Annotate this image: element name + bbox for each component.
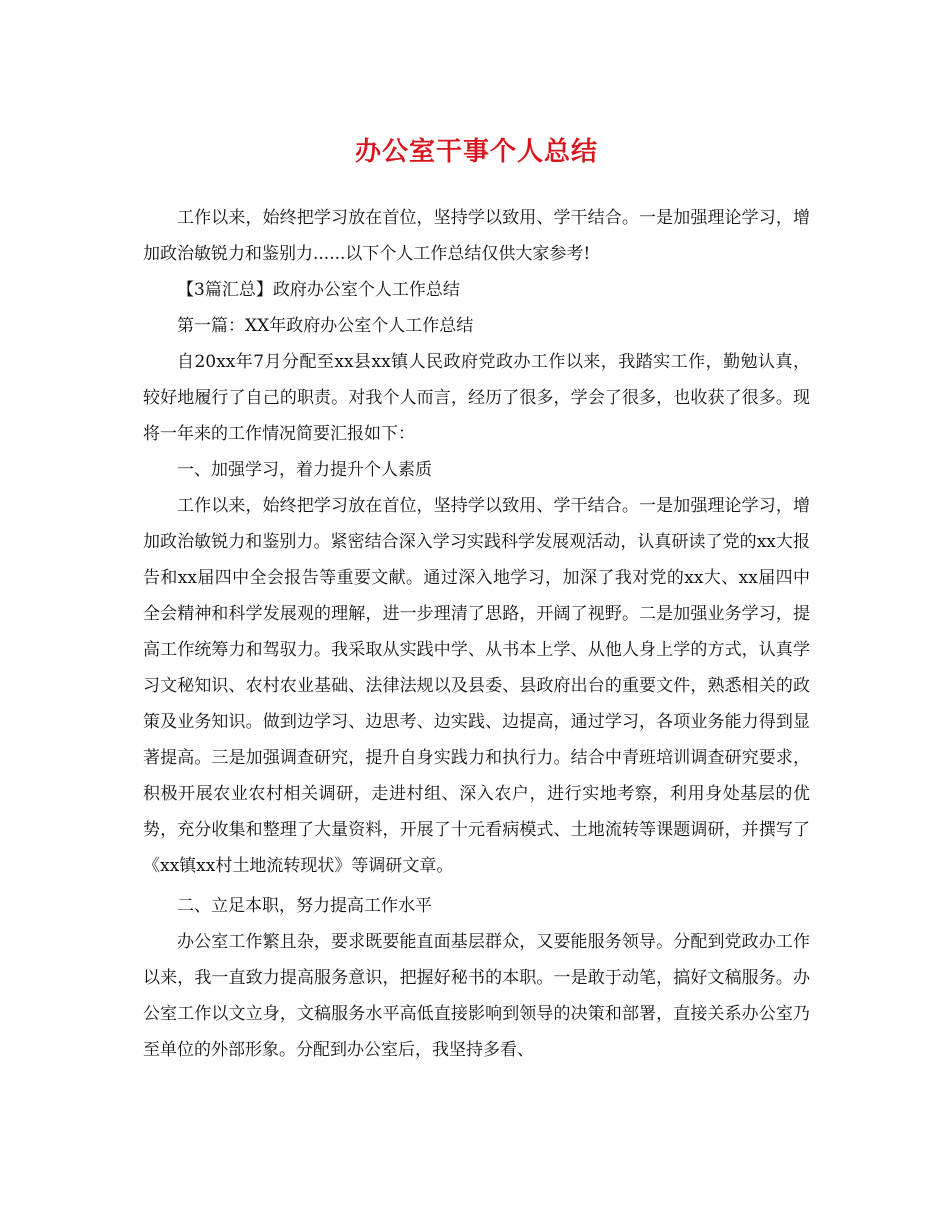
paragraph-part-one-heading: 第一篇：XX年政府办公室个人工作总结 <box>177 316 474 336</box>
document-body <box>143 200 810 1068</box>
paragraph-intro: 工作以来，始终把学习放在首位，坚持学以致用、学干结合。一是加强理论学习，增加政治敏锐力和鉴别力......以下个人工作总结仅供大家参考! <box>143 208 810 264</box>
section-heading-learning: 一、加强学习，着力提升个人素质 <box>177 460 432 480</box>
paragraph-learning: 工作以来，始终把学习放在首位，坚持学以致用、学干结合。一是加强理论学习，增加政治敏锐力和鉴别力。紧密结合深入学习实践科学发展观活动，认真研读了党的xx大报告和xx届四中全会报告等重要文献。通过深入地学习，加深了我对党的xx大、xx届四中全会精神和科学发展观的理解，进一步理清了思路，开阔了视野。二是加强业务学习，提高工作统筹力和驾驭力。我采取从实践中学、从书本上学、从他人身上学的方式，认真学习文秘知识、农村农业基础、法律法规以及县委、县政府出台的重要文件，熟悉相关的政策及业务知识。做到边学习、边思考、边实践、边提高，通过学习，各项业务能力得到显著提高。三是加强调查研究，提升自身实践力和执行力。结合中青班培训调查研究要求，积极开展农业农村相关调研，走进村组、深入农户，进行实地考察，利用身处基层的优势，充分收集和整理了大量资料，开展了十元看病模式、土地流转等课题调研，并撰写了《xx镇xx村土地流转现状》等调研文章。 <box>143 496 810 876</box>
section-heading-duty: 二、立足本职，努力提高工作水平 <box>177 896 432 916</box>
paragraph-duty: 办公室工作繁且杂，要求既要能直面基层群众，又要能服务领导。分配到党政办工作以来，我一直致力提高服务意识，把握好秘书的本职。一是敢于动笔，搞好文稿服务。办公室工作以文立身，文稿服务水平高低直接影响到领导的决策和部署，直接关系办公室乃至单位的外部形象。分配到办公室后，我坚持多看、 <box>143 932 810 1060</box>
document-title: 办公室干事个人总结 <box>354 137 598 167</box>
paragraph-opening: 自20xx年7月分配至xx县xx镇人民政府党政办工作以来，我踏实工作，勤勉认真，较好地履行了自己的职责。对我个人而言，经历了很多，学会了很多，也收获了很多。现将一年来的工作情况简要汇报如下： <box>143 352 810 444</box>
paragraph-summary-heading: 【3篇汇总】政府办公室个人工作总结 <box>177 280 460 300</box>
